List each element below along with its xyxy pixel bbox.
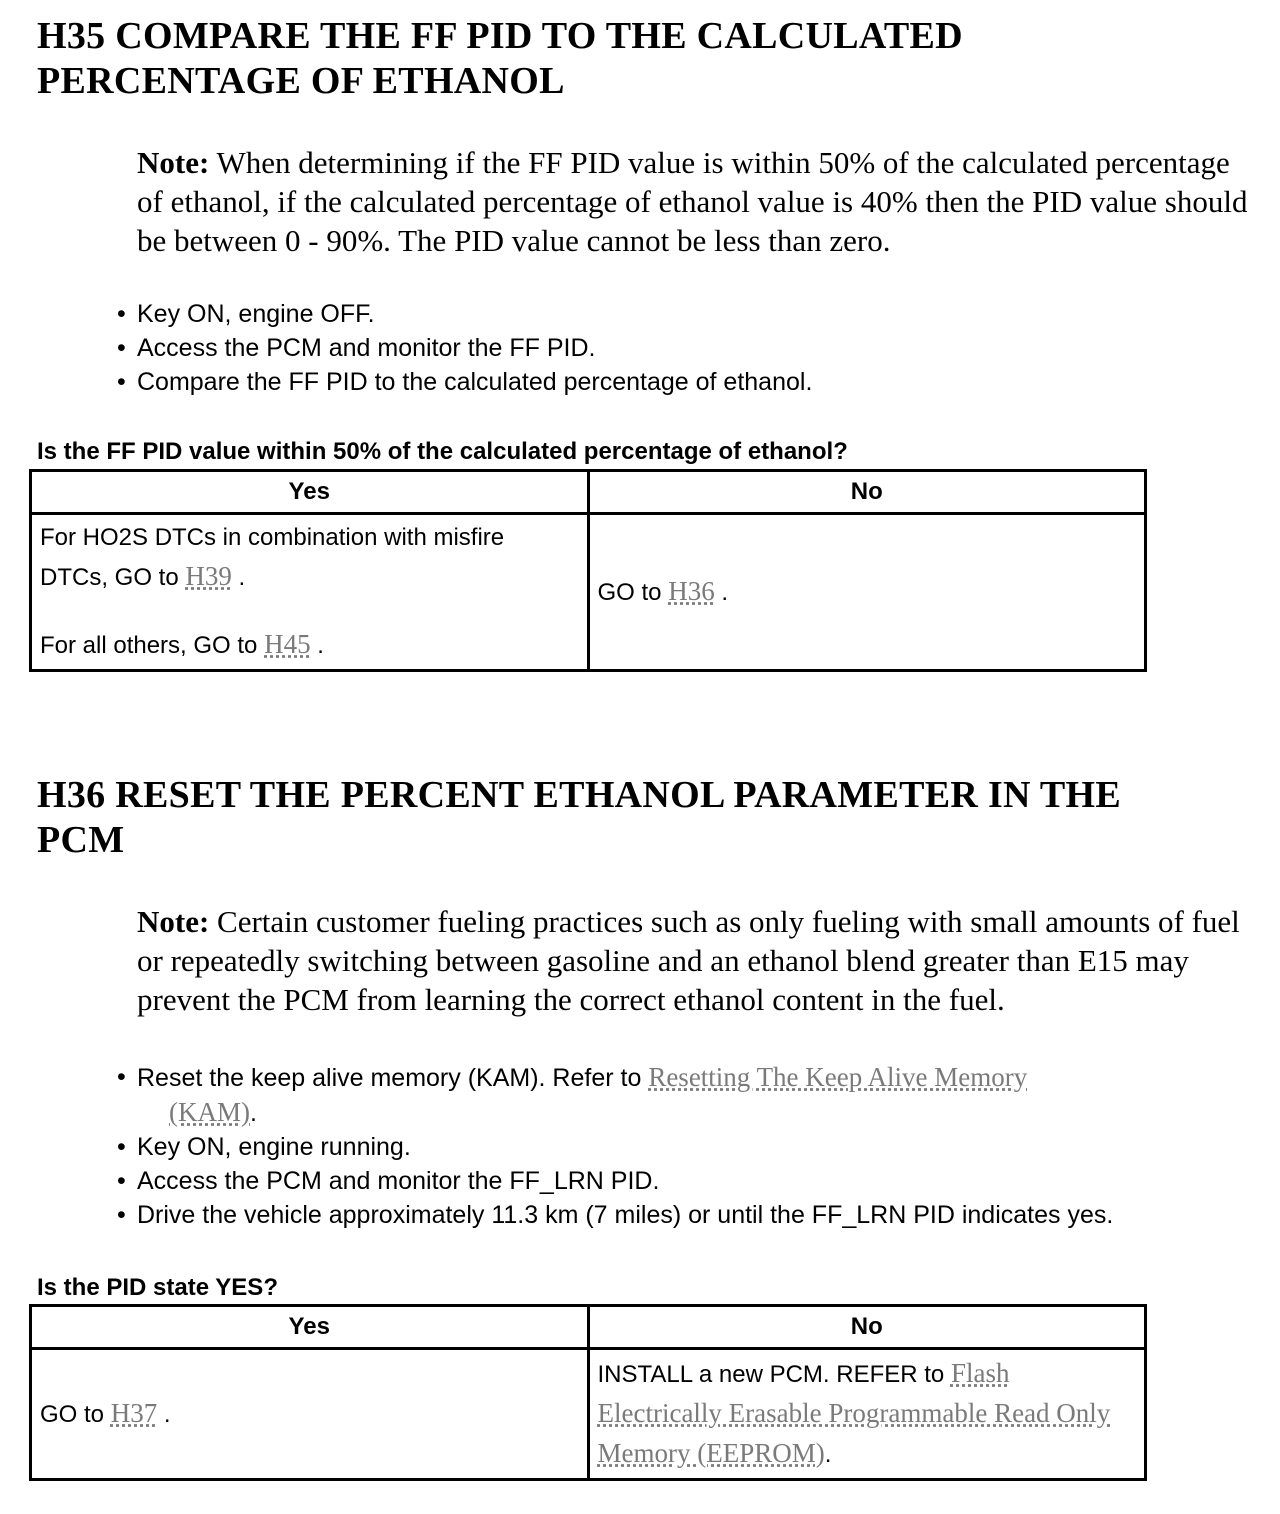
- link-h45[interactable]: H45: [264, 629, 311, 659]
- h35-heading-line1: H35 COMPARE THE FF PID TO THE CALCULATED: [37, 15, 963, 57]
- h35-note: [137, 143, 1252, 260]
- no-cell: [588, 514, 1146, 671]
- h36-note-text: Certain customer fueling practices such as only fueling with small amounts of fuel or repeatedly switching between gasoline and an ethanol blend greater than E15 may prevent the PCM from learning the correct ethanol content in the fuel.: [137, 904, 1240, 1017]
- h36-question: Is the PID state YES?: [37, 1274, 278, 1301]
- h35-steps: [117, 297, 812, 399]
- period: .: [317, 632, 324, 659]
- period: .: [721, 579, 729, 606]
- list-item: [117, 1060, 1113, 1130]
- yes-header: Yes: [31, 1306, 589, 1349]
- h36-note: [137, 902, 1252, 1019]
- h36-heading-line2: PCM: [37, 819, 125, 861]
- link-h39[interactable]: H39: [185, 561, 232, 591]
- h35-heading: [37, 14, 963, 104]
- list-item: • Access the PCM and monitor the FF_LRN PID.: [117, 1164, 1113, 1198]
- period: .: [824, 1441, 832, 1468]
- yes-line1-text: For HO2S DTCs in combination with misfire DTCs, GO to: [40, 524, 505, 591]
- yes-cell: [31, 514, 589, 671]
- table-header-row: [31, 471, 1146, 514]
- table-header-row: [31, 1306, 1146, 1349]
- no-header: No: [588, 1306, 1146, 1349]
- list-item: • Key ON, engine running.: [117, 1130, 1113, 1164]
- link-flash-eeprom[interactable]: Flash Electrically Erasable Programmable Read Only Memory (EEPROM): [597, 1358, 1111, 1468]
- list-item: • Key ON, engine OFF.: [117, 297, 812, 331]
- h36-decision-table: [29, 1304, 1147, 1481]
- period: .: [238, 564, 246, 591]
- table-row: [31, 1349, 1146, 1480]
- period: .: [250, 1099, 257, 1127]
- period: .: [163, 1401, 171, 1428]
- h35-decision-table: [29, 469, 1147, 672]
- h35-question: Is the FF PID value within 50% of the calculated percentage of ethanol?: [37, 438, 848, 465]
- table-row: [31, 514, 1146, 671]
- yes-cell: [31, 1349, 589, 1480]
- link-h37[interactable]: H37: [110, 1398, 158, 1428]
- no-text: INSTALL a new PCM. REFER to: [597, 1361, 945, 1388]
- yes-header: Yes: [31, 471, 589, 514]
- h36-heading-line1: H36 RESET THE PERCENT ETHANOL PARAMETER IN THE: [37, 774, 1122, 816]
- list-item: • Compare the FF PID to the calculated percentage of ethanol.: [117, 365, 812, 399]
- step1-text: Reset the keep alive memory (KAM). Refer to: [137, 1064, 642, 1092]
- no-text: GO to: [597, 579, 662, 606]
- no-cell: [588, 1349, 1146, 1480]
- h35-heading-line2: PERCENTAGE OF ETHANOL: [37, 60, 565, 102]
- no-header: No: [588, 471, 1146, 514]
- list-item: • Drive the vehicle approximately 11.3 km (7 miles) or until the FF_LRN PID indicates yes.: [117, 1198, 1113, 1232]
- list-item: • Access the PCM and monitor the FF PID.: [117, 331, 812, 365]
- h36-note-label: Note:: [137, 904, 210, 939]
- h35-note-text: When determining if the FF PID value is within 50% of the calculated percentage of ethanol, if the calculated percentage of ethanol value is 40% then the PID value should be between 0 - 90%. The PID value cannot be less than zero.: [137, 145, 1248, 258]
- link-resetting-kam[interactable]: Resetting The Keep Alive Memory: [648, 1062, 1028, 1092]
- link-h36[interactable]: H36: [668, 576, 715, 606]
- h35-note-label: Note:: [137, 145, 210, 180]
- yes-text: GO to: [40, 1401, 105, 1428]
- yes-line2-text: For all others, GO to: [40, 632, 258, 659]
- h36-steps: [117, 1060, 1113, 1232]
- h36-heading: [37, 773, 1121, 863]
- link-resetting-kam-cont[interactable]: (KAM): [169, 1097, 250, 1127]
